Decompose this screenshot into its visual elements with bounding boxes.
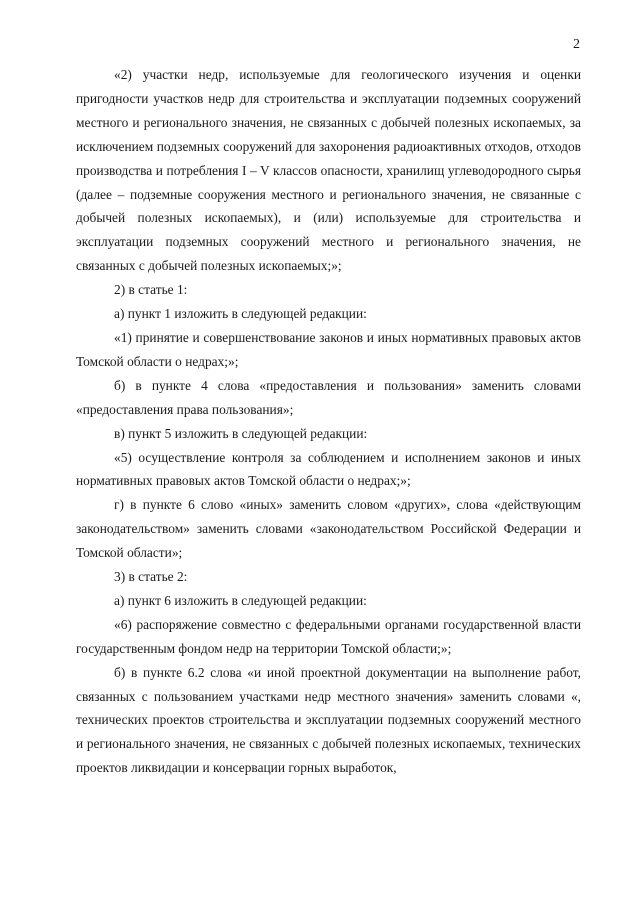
paragraph: «2) участки недр, используемые для геологического изучения и оценки пригодности участков недр для строительства и эксплуатации подземных сооружений местного и регионального значения, не связанных с добычей полезных ископаемых, за исключением подземных сооружений для захоронения радиоактивных отходов, отходов производства и потребления I – V классов опасности, хранилищ углеводородного сырья (далее – подземные сооружения местного и регионального значения, не связанные с добычей полезных ископаемых), и (или) используемые для строительства и эксплуатации подземных сооружений местного и регионального значения, не связанных с добычей полезных ископаемых;»; xyxy=(76,67,581,274)
paragraph: б) в пункте 6.2 слова «и иной проектной документации на выполнение работ, связанных с пользованием участками недр местного значения» заменить словами «, технических проектов строительства и эксплуатации подземных сооружений местного и регионального значения, не связанных с добычей полезных ископаемых, технических проектов ликвидации и консервации горных выработок, xyxy=(76,664,581,776)
paragraph: б) в пункте 4 слова «предоставления и пользования» заменить словами «предоставления права пользования»; xyxy=(76,377,581,417)
paragraph: г) в пункте 6 слово «иных» заменить словом «других», слова «действующим законодательством» заменить словами «законодательством Российской Федерации и Томской области»; xyxy=(76,497,581,561)
paragraph: а) пункт 6 изложить в следующей редакции: xyxy=(114,592,367,608)
paragraph: 3) в статье 2: xyxy=(114,569,188,585)
page-number: 2 xyxy=(573,37,580,52)
paragraph: «5) осуществление контроля за соблюдением и исполнением законов и иных нормативных правовых актов Томской области о недрах;»; xyxy=(76,449,581,489)
document-body xyxy=(76,63,581,780)
paragraph: «1) принятие и совершенствование законов и иных нормативных правовых актов Томской области о недрах;»; xyxy=(76,329,581,369)
paragraph: а) пункт 1 изложить в следующей редакции: xyxy=(114,306,367,322)
paragraph: 2) в статье 1: xyxy=(114,282,188,298)
paragraph: «6) распоряжение совместно с федеральными органами государственной власти государственным фондом недр на территории Томской области;»; xyxy=(76,616,581,656)
paragraph: в) пункт 5 изложить в следующей редакции: xyxy=(114,425,368,441)
